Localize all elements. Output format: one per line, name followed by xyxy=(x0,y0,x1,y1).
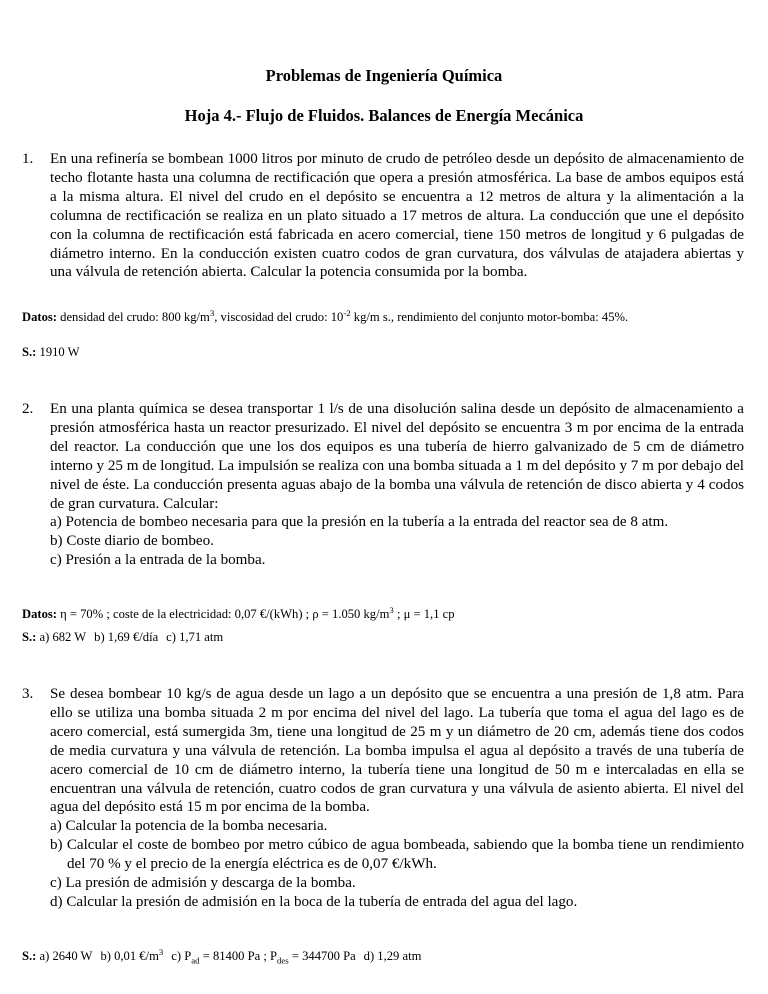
problem-number: 2. xyxy=(22,401,34,417)
problem-statement: En una refinería se bombean 1000 litros por minuto de crudo de petróleo desde un depósito de almacenamiento de techo flotante hasta una columna de rectificación que opera a presión atmosférica. La base de ambos equipos está a la misma altura. El nivel del crudo en el depósito se encuentra a 12 metros de altura y la alimentación a la columna de rectificación se realiza en un plato situado a 17 metros de altura. La conducción que une el depósito con la columna de rectificación está fabricada en acero comercial, tiene 150 metros de longitud y 6 pulgadas de diámetro interno. En la conducción existen cuatro codos de gran curvatura, dos válvulas de atajadera abiertas y una válvula de retención abierta. Calcular la potencia consumida por la bomba. xyxy=(50,151,744,281)
problem-1-data xyxy=(22,307,744,325)
solution-label: S.: xyxy=(22,630,37,644)
problem-3-solution xyxy=(22,946,744,966)
question-b: b) Coste diario de bombeo. xyxy=(50,533,214,550)
data-sup: 3 xyxy=(209,307,215,318)
document-title: Problemas de Ingeniería Química xyxy=(265,66,503,85)
solution-value: 1910 W xyxy=(39,345,80,359)
data-text: densidad del crudo: 800 kg/m xyxy=(60,310,210,324)
data-text: kg/m s., rendimiento del conjunto motor-bomba: 45%. xyxy=(350,310,629,324)
data-text: , viscosidad del crudo: 10 xyxy=(214,310,344,324)
solution-sub: des xyxy=(276,955,289,966)
problem-1 xyxy=(22,150,744,282)
data-sup: 3 xyxy=(389,604,394,615)
solution-c: c) 1,71 atm xyxy=(166,630,224,644)
problem-statement: En una planta química se desea transportar 1 l/s de una disolución salina desde un depósito de almacenamiento a presión atmosférica hasta un reactor presurizado. El nivel del depósito se encuentra 3 m por encima de la entrada del reactor. La conducción que une los dos equipos es una tubería de hierro galvanizado de 5 cm de diámetro interno y 25 m de longitud. La impulsión se realiza con una bomba situada a 1 m del depósito y 7 m por debajo del nivel de éste. La conducción presenta aguas abajo de la bomba una válvula de retención de disco abierta y 4 codos de gran curvatura. Calcular: xyxy=(50,401,744,512)
data-text: ; μ = 1,1 cp xyxy=(393,607,455,621)
data-text: η = 70% ; coste de la electricidad: 0,07 €/(kWh) ; ρ = 1.050 kg/m xyxy=(60,607,390,621)
solution-sub: ad xyxy=(191,955,200,966)
data-sup: -2 xyxy=(343,307,351,318)
solution-c: c) P xyxy=(171,949,192,963)
question-b: b) Calcular el coste de bombeo por metro cúbico de agua bombeada, sabiendo que la bomba tiene un rendimiento del 70 % y el precio de la energía eléctrica es de 0,07 €/kWh. xyxy=(50,837,744,873)
problem-number: 1. xyxy=(22,151,34,167)
solution-b: b) 0,01 €/m xyxy=(100,949,159,963)
problem-number: 3. xyxy=(22,686,34,702)
solution-a: a) 2640 W xyxy=(39,949,93,963)
solution-b: b) 1,69 €/día xyxy=(94,630,159,644)
problem-statement: Se desea bombear 10 kg/s de agua desde un lago a un depósito que se encuentra a una presión de 1,8 atm. Para ello se utiliza una bomba situada 2 m por encima del nivel del lago. La tubería que toma el agua del lago es de acero comercial, está sumergida 3m, tiene una longitud de 25 m y un diámetro de 20 cm, además tiene dos codos de media curvatura y una válvula de retención. La bomba impulsa el agua al depósito a través de una tubería de acero comercial de 10 cm de diámetro interno, la tubería tiene una longitud de 50 m e intercaladas en ella se encuentran una válvula de retención, cuatro codos de gran curvatura y una válvula de asiento abierta. El nivel del agua del depósito está 15 m por encima de la bomba. xyxy=(50,686,744,816)
data-label: Datos: xyxy=(22,607,57,621)
problem-1-solution xyxy=(22,345,744,360)
data-label: Datos: xyxy=(22,310,57,324)
problem-2-solution xyxy=(22,630,744,645)
solution-c: = 81400 Pa ; P xyxy=(199,949,277,963)
solution-d: d) 1,29 atm xyxy=(363,949,422,963)
solution-sup: 3 xyxy=(158,946,164,957)
solution-c: = 344700 Pa xyxy=(288,949,356,963)
question-c: c) Presión a la entrada de la bomba. xyxy=(50,552,266,569)
solution-label: S.: xyxy=(22,345,37,359)
question-c: c) La presión de admisión y descarga de la bomba. xyxy=(50,875,356,892)
document-subtitle: Hoja 4.- Flujo de Fluidos. Balances de Energía Mecánica xyxy=(184,106,584,125)
question-a: a) Calcular la potencia de la bomba necesaria. xyxy=(50,818,328,835)
solution-label: S.: xyxy=(22,949,37,963)
question-d: d) Calcular la presión de admisión en la boca de la tubería de entrada del agua del lago. xyxy=(50,893,578,910)
problem-2 xyxy=(22,400,744,570)
problem-3 xyxy=(22,685,744,912)
problem-2-data xyxy=(22,604,744,622)
solution-a: a) 682 W xyxy=(39,630,87,644)
question-a: a) Potencia de bombeo necesaria para que la presión en la tubería a la entrada del reactor sea de 8 atm. xyxy=(50,514,669,531)
